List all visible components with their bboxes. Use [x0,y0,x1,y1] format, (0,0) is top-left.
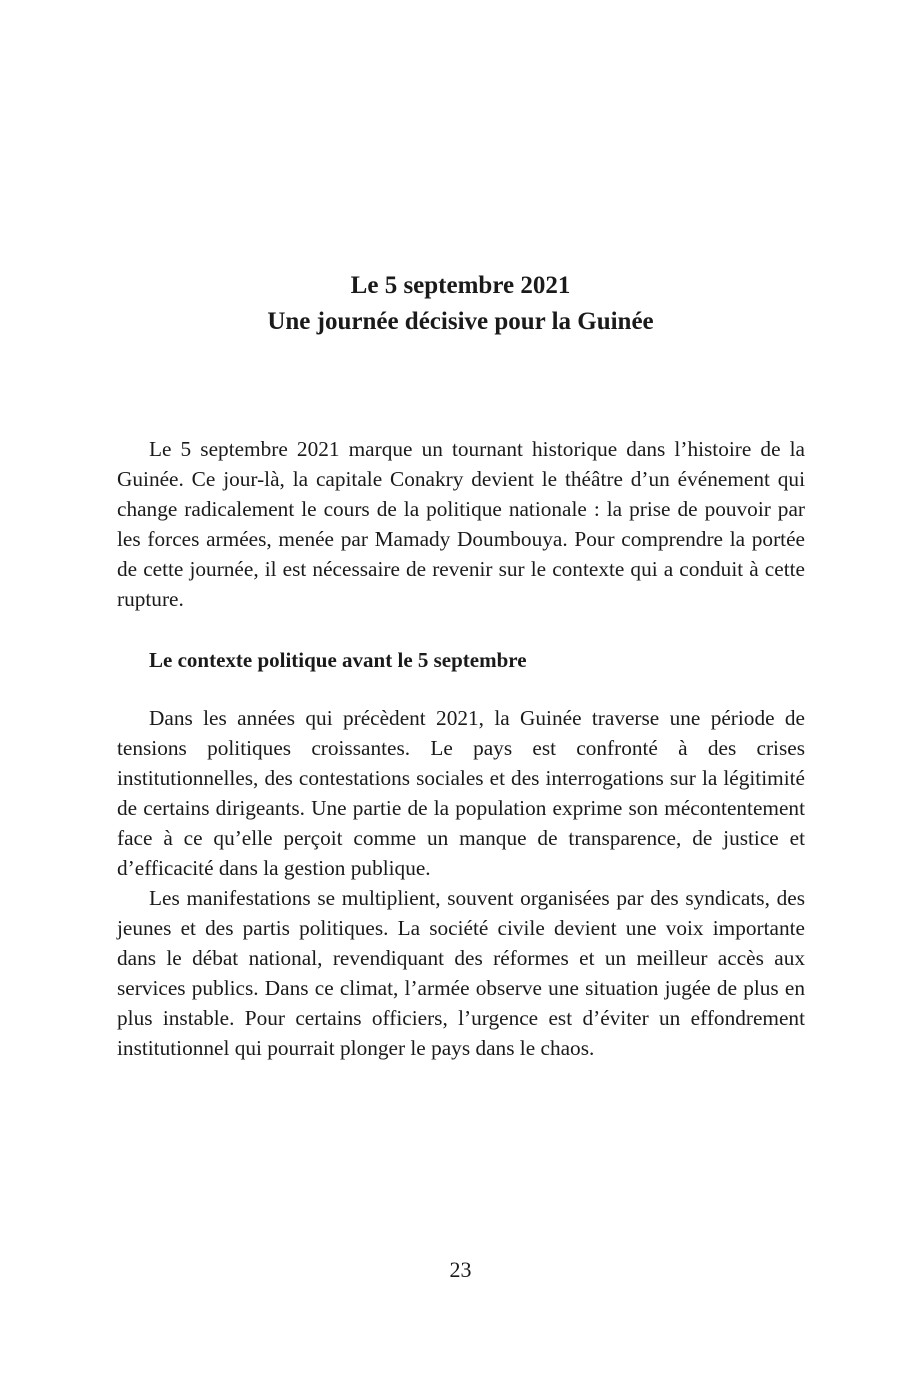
section-paragraph-2: Les manifestations se multiplient, souvent organisées par des syndicats, des jeunes et des partis politiques. La société civile devient une voix importante dans le débat national, revendiquant des réformes et un meilleur accès aux services publics. Dans ce climat, l’armée observe une situation jugée de plus en plus instable. Pour certains officiers, l’urgence est d’éviter un effondrement institutionnel qui pourrait plonger le pays dans le chaos. [117,886,805,1060]
section-body [117,703,805,1063]
page-number: 23 [449,1257,472,1282]
intro-paragraph: Le 5 septembre 2021 marque un tournant historique dans l’histoire de la Guinée. Ce jour-là, la capitale Conakry devient le théâtre d’un événement qui change radicalement le cours de la politique nationale : la prise de pouvoir par les forces armées, menée par Mamady Doumbouya. Pour comprendre la portée de cette journée, il est nécessaire de revenir sur le contexte qui a conduit à cette rupture. [117,437,805,611]
chapter-title-line-2: Une journée décisive pour la Guinée [267,308,654,335]
intro-text [117,434,805,614]
chapter-title [0,268,921,340]
section-heading: Le contexte politique avant le 5 septembre [149,648,527,672]
chapter-title-line-1: Le 5 septembre 2021 [350,272,571,299]
section-paragraph-1: Dans les années qui précèdent 2021, la Guinée traverse une période de tensions politiques croissantes. Le pays est confronté à des crises institutionnelles, des contestations sociales et des interrogations sur la légitimité de certains dirigeants. Une partie de la population exprime son mécontentement face à ce qu’elle perçoit comme un manque de transparence, de justice et d’efficacité dans la gestion publique. [117,706,805,880]
